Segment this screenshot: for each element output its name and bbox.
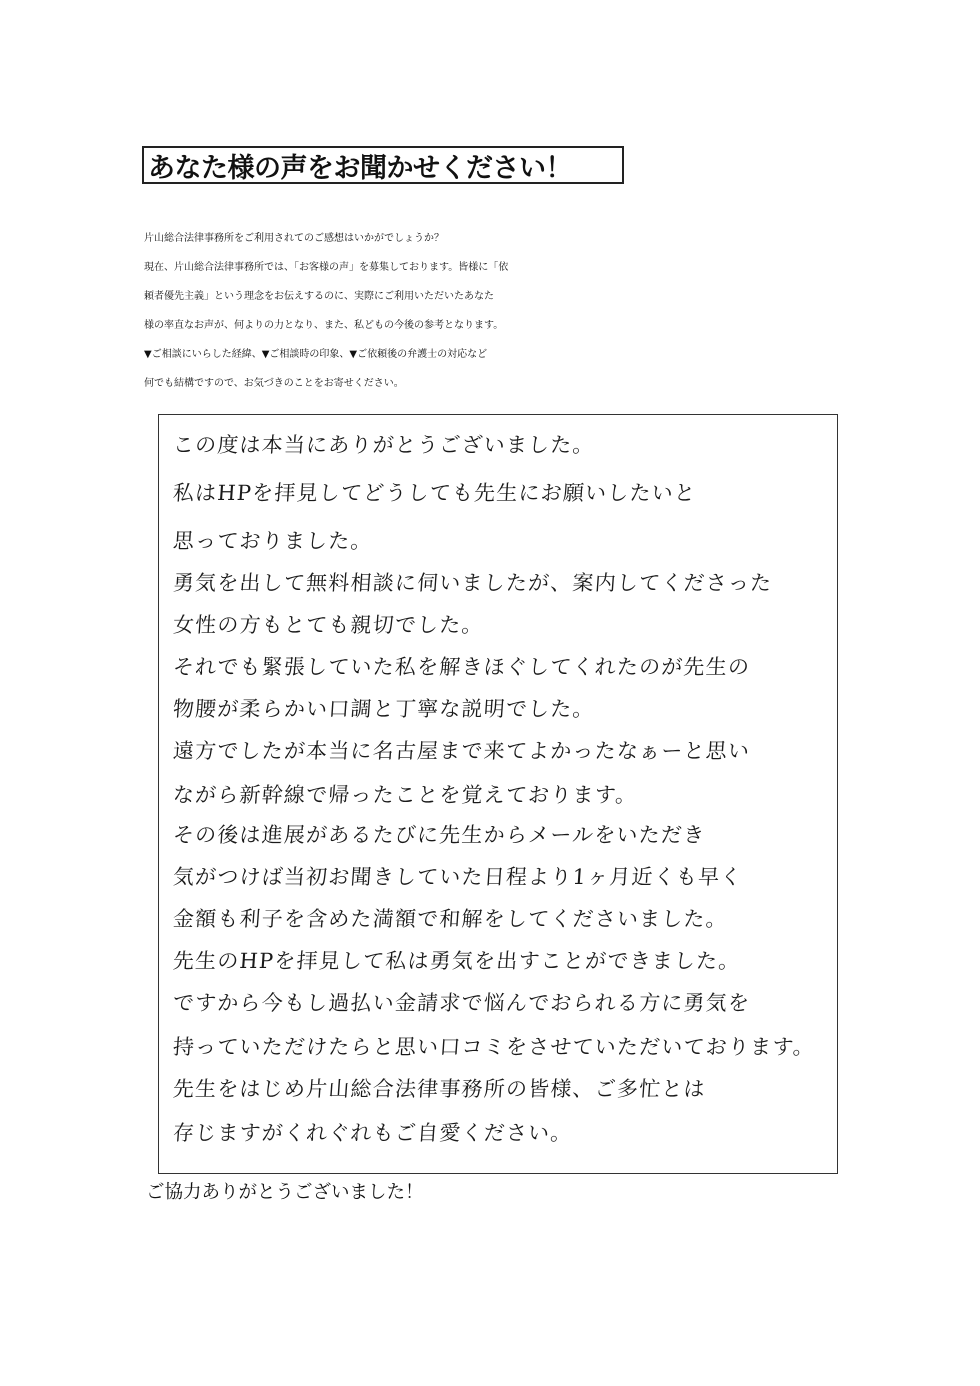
letter-line: 先生をはじめ片山総合法律事務所の皆様、ご多忙とは xyxy=(172,1077,707,1101)
intro-line: 現在、片山総合法律事務所では、「お客様の声」を募集しております。皆様に「依 xyxy=(144,262,509,273)
letter-line: 勇気を出して無料相談に伺いましたが、案内してくださった xyxy=(172,571,774,595)
intro-line: 頼者優先主義」という理念をお伝えするのに、実際にご利用いただいたあなた xyxy=(144,291,494,302)
handwritten-letter-box xyxy=(158,414,838,1174)
letter-line: 金額も利子を含めた満額で和解をしてくださいました。 xyxy=(172,907,729,931)
letter-line: 存じますがくれぐれもご自愛ください。 xyxy=(172,1121,574,1145)
letter-line: 思っておりました。 xyxy=(172,529,374,553)
intro-paragraph xyxy=(144,224,864,398)
intro-line: ▼ご相談にいらした経緯、▼ご相談時の印象、▼ご依頼後の弁護士の対応など xyxy=(144,349,488,360)
intro-line: 様の率直なお声が、何よりの力となり、また、私どもの今後の参考となります。 xyxy=(144,320,504,331)
letter-line: ながら新幹線で帰ったことを覚えております。 xyxy=(172,783,639,807)
page-title-box xyxy=(142,146,624,184)
letter-line: その後は進展があるたびに先生からメールをいただき xyxy=(172,823,707,847)
letter-line: 先生のHPを拝見して私は勇気を出すことができました。 xyxy=(172,949,742,973)
letter-line: 遠方でしたが本当に名古屋まで来てよかったなぁーと思い xyxy=(172,739,751,763)
page-title: あなた様の声をお聞かせください！ xyxy=(148,152,572,184)
letter-line: この度は本当にありがとうございました。 xyxy=(172,433,596,457)
intro-line: 片山総合法律事務所をご利用されてのご感想はいかがでしょうか？ xyxy=(144,233,444,244)
thank-you-note: ご協力ありがとうございました！ xyxy=(146,1182,424,1203)
letter-line: 私はHPを拝見してどうしても先生にお願いしたいと xyxy=(172,481,698,505)
intro-line: 何でも結構ですので、お気づきのことをお寄せください。 xyxy=(144,378,404,389)
letter-line: 気がつけば当初お聞きしていた日程より1ヶ月近くも早く xyxy=(172,865,744,889)
letter-line: 女性の方もとても親切でした。 xyxy=(172,613,485,637)
letter-line: 物腰が柔らかい口調と丁寧な説明でした。 xyxy=(172,697,596,721)
letter-line: ですから今もし過払い金請求で悩んでおられる方に勇気を xyxy=(172,991,751,1015)
letter-line: 持っていただけたらと思い口コミをさせていただいております。 xyxy=(172,1035,816,1059)
letter-line: それでも緊張していた私を解きほぐしてくれたのが先生の xyxy=(172,655,751,679)
